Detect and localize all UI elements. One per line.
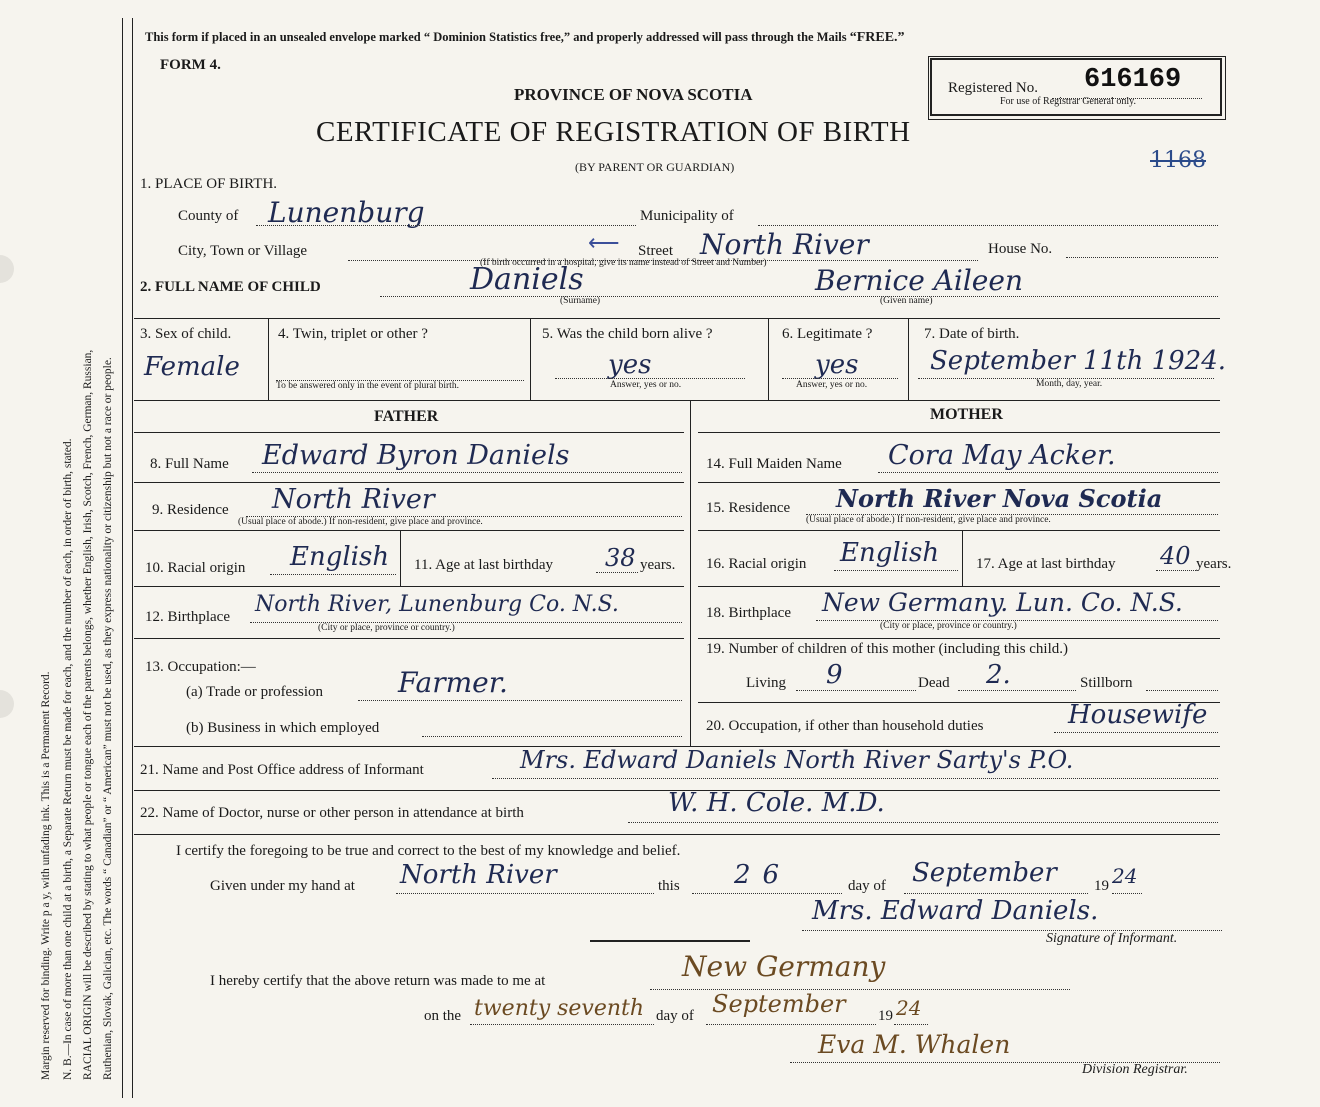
mother-race: English bbox=[840, 538, 940, 568]
top-notice: This form if placed in an unsealed envelope marked “ Dominion Statistics free,” and properly addressed will pass through the Mails “FREE.” bbox=[145, 30, 905, 45]
hospital-note: (If birth occurred in a hospital, give its name instead of Street and Number) bbox=[480, 258, 767, 268]
house-number-label: House No. bbox=[988, 241, 1053, 257]
margin-note-1: Margin reserved for binding. Write p a y, with unfading ink. This is a Permanent Record. bbox=[40, 671, 52, 1080]
father-business-label: (b) Business in which employed bbox=[186, 720, 380, 736]
mother-birthplace-note: (City or place, province or country.) bbox=[880, 621, 1017, 631]
registrar-day: twenty seventh bbox=[474, 996, 645, 1021]
born-alive-value: yes bbox=[608, 350, 652, 380]
doctor-value: W. H. Cole. M.D. bbox=[668, 788, 885, 818]
sex-value: Female bbox=[144, 352, 240, 382]
mother-age: 40 bbox=[1160, 542, 1191, 570]
mother-name-label: 14. Full Maiden Name bbox=[706, 456, 842, 472]
county-value: Lunenburg bbox=[268, 196, 425, 229]
given-month: September bbox=[912, 858, 1057, 888]
doctor-label: 22. Name of Doctor, nurse or other person in attendance at birth bbox=[140, 805, 524, 821]
stillborn-label: Stillborn bbox=[1080, 675, 1133, 691]
dob-value: September 11th 1924. bbox=[930, 346, 1227, 376]
child-name-label: 2. FULL NAME OF CHILD bbox=[140, 279, 321, 295]
legitimate-value: yes bbox=[815, 350, 859, 380]
father-birthplace-note: (City or place, province or country.) bbox=[318, 623, 455, 633]
form-number: FORM 4. bbox=[160, 57, 221, 73]
mother-residence-note: (Usual place of abode.) If non-resident, give place and province. bbox=[806, 515, 1051, 525]
registrar-caption: Division Registrar. bbox=[1082, 1062, 1188, 1077]
informant-signature: Mrs. Edward Daniels. bbox=[812, 896, 1099, 926]
margin-note-3: RACIAL ORIGIN will be described by stating to what people or tongue each of the parents belongs, whether English, Irish, Scotch, French, German, Russian, bbox=[82, 349, 94, 1080]
margin-note-4: Ruthenian, Slovak, Galician, etc. The words “ Canadian” or “ American” must not be used, as they express nationality or citizenship but not a race or people. bbox=[102, 357, 114, 1080]
binding-hole-bottom bbox=[0, 690, 14, 718]
father-trade-label: (a) Trade or profession bbox=[186, 684, 324, 700]
registrar-statement: I hereby certify that the above return was made to me at bbox=[210, 973, 546, 989]
mother-residence-label: 15. Residence bbox=[706, 500, 791, 516]
given-day-of-label: day of bbox=[848, 878, 886, 894]
crossed-number: 1168 bbox=[1150, 148, 1206, 173]
father-residence-note: (Usual place of abode.) If non-resident, give place and province. bbox=[238, 517, 483, 527]
father-age: 38 bbox=[605, 544, 636, 572]
mother-age-years: years. bbox=[1196, 556, 1232, 572]
given-place: North River bbox=[400, 860, 557, 890]
registered-number: 616169 bbox=[1084, 65, 1182, 95]
father-name-label: 8. Full Name bbox=[150, 456, 229, 472]
child-surname: Daniels bbox=[470, 262, 584, 297]
surname-caption: (Surname) bbox=[560, 296, 601, 306]
father-trade: Farmer. bbox=[398, 666, 508, 699]
informant-signature-caption: Signature of Informant. bbox=[1046, 931, 1178, 946]
legitimate-label: 6. Legitimate ? bbox=[782, 326, 873, 342]
registered-label: Registered No. bbox=[948, 80, 1038, 96]
registrar-signature: Eva M. Whalen bbox=[818, 1030, 1011, 1059]
father-birthplace-label: 12. Birthplace bbox=[145, 609, 230, 625]
mother-age-label: 17. Age at last birthday bbox=[976, 556, 1116, 572]
province-heading: PROVINCE OF NOVA SCOTIA bbox=[514, 85, 753, 104]
margin-rule-2 bbox=[132, 18, 133, 1098]
registrar-year: 24 bbox=[896, 996, 922, 1020]
father-header: FATHER bbox=[374, 408, 439, 425]
twin-note: To be answered only in the event of plural birth. bbox=[276, 381, 459, 391]
dead-value: 2. bbox=[986, 660, 1011, 690]
mother-header: MOTHER bbox=[930, 406, 1003, 423]
registered-box bbox=[930, 58, 1222, 116]
sex-label: 3. Sex of child. bbox=[140, 326, 232, 342]
father-residence: North River bbox=[272, 484, 435, 515]
dead-label: Dead bbox=[918, 675, 950, 691]
children-count-label: 19. Number of children of this mother (including this child.) bbox=[706, 641, 1069, 657]
mother-occupation-label: 20. Occupation, if other than household duties bbox=[706, 718, 984, 734]
place-of-birth-label: 1. PLACE OF BIRTH. bbox=[140, 176, 278, 192]
margin-note-2: N. B.—In case of more than one child at a birth, a Separate Return must be made for each, and the number of each, in order of birth, stated. bbox=[62, 438, 74, 1080]
father-race: English bbox=[290, 542, 390, 572]
registered-note: For use of Registrar General only. bbox=[1000, 96, 1136, 107]
registrar-month: September bbox=[712, 990, 846, 1018]
arrow-icon: ⟵ bbox=[588, 230, 620, 255]
dob-label: 7. Date of birth. bbox=[924, 326, 1020, 342]
given-year-prefix: 19 bbox=[1094, 878, 1109, 894]
father-race-label: 10. Racial origin bbox=[145, 560, 246, 576]
county-label: County of bbox=[178, 208, 239, 224]
dob-note: Month, day, year. bbox=[1036, 379, 1103, 389]
city-label: City, Town or Village bbox=[178, 243, 308, 259]
binding-hole-top bbox=[0, 255, 14, 283]
mother-residence: North River Nova Scotia bbox=[836, 484, 1163, 513]
margin-rule bbox=[122, 18, 123, 1098]
father-age-years: years. bbox=[640, 557, 676, 573]
given-under-label: Given under my hand at bbox=[210, 878, 355, 894]
given-day: 26 bbox=[734, 860, 792, 890]
mother-occupation: Housewife bbox=[1068, 700, 1208, 730]
mother-birthplace-label: 18. Birthplace bbox=[706, 605, 791, 621]
legitimate-note: Answer, yes or no. bbox=[796, 380, 868, 390]
child-given-name: Bernice Aileen bbox=[815, 264, 1023, 297]
street-value: North River bbox=[700, 228, 869, 261]
municipality-label: Municipality of bbox=[640, 208, 734, 224]
registrar-day-of-label: day of bbox=[656, 1008, 694, 1024]
free-label: “FREE.” bbox=[849, 30, 905, 45]
living-value: 9 bbox=[826, 660, 843, 690]
born-alive-note: Answer, yes or no. bbox=[610, 380, 682, 390]
father-age-label: 11. Age at last birthday bbox=[414, 557, 553, 573]
father-residence-label: 9. Residence bbox=[152, 502, 229, 518]
certificate-subtitle: (BY PARENT OR GUARDIAN) bbox=[575, 160, 735, 174]
street-label: Street bbox=[638, 243, 673, 259]
informant-label: 21. Name and Post Office address of Informant bbox=[140, 762, 424, 778]
registrar-place: New Germany bbox=[682, 950, 886, 983]
given-name-caption: (Given name) bbox=[880, 296, 933, 306]
father-birthplace: North River, Lunenburg Co. N.S. bbox=[255, 592, 619, 617]
certify-statement: I certify the foregoing to be true and correct to the best of my knowledge and belief. bbox=[176, 843, 681, 859]
mother-name: Cora May Acker. bbox=[888, 440, 1116, 471]
father-name: Edward Byron Daniels bbox=[262, 440, 570, 471]
on-the-label: on the bbox=[424, 1008, 462, 1024]
living-label: Living bbox=[746, 675, 786, 691]
twin-label: 4. Twin, triplet or other ? bbox=[278, 326, 428, 342]
certificate-title: CERTIFICATE OF REGISTRATION OF BIRTH bbox=[316, 116, 911, 148]
father-occupation-label: 13. Occupation:— bbox=[145, 659, 256, 675]
informant-value: Mrs. Edward Daniels North River Sarty's P.O. bbox=[520, 746, 1074, 774]
this-label: this bbox=[658, 878, 680, 894]
mother-birthplace: New Germany. Lun. Co. N.S. bbox=[822, 588, 1183, 617]
separator-line bbox=[590, 940, 750, 942]
registrar-year-prefix: 19 bbox=[878, 1008, 893, 1024]
born-alive-label: 5. Was the child born alive ? bbox=[542, 326, 713, 342]
mother-race-label: 16. Racial origin bbox=[706, 556, 807, 572]
given-year: 24 bbox=[1112, 864, 1138, 888]
